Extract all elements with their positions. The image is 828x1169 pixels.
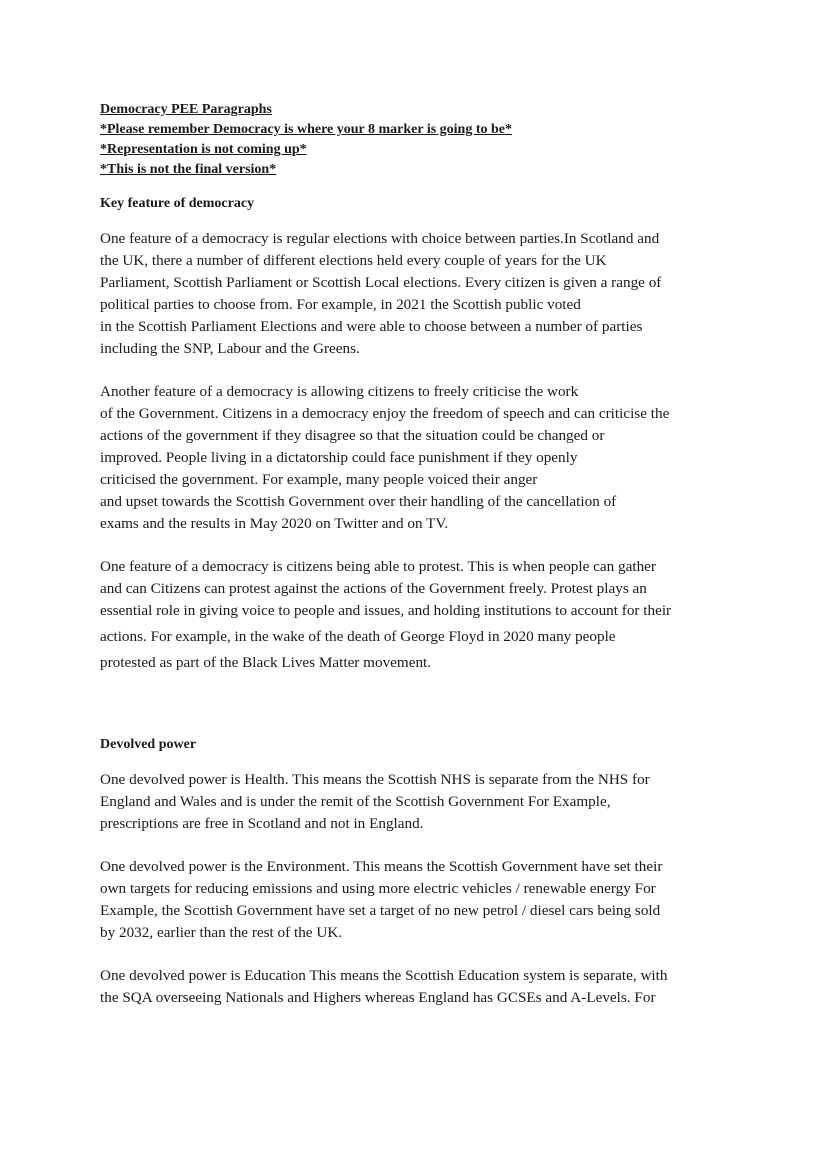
paragraph-line: actions of the government if they disagree so that the situation could be changed or [100, 427, 605, 444]
paragraph-criticise [100, 381, 740, 535]
paragraph-line: and can Citizens can protest against the actions of the Government freely. Protest plays an [100, 580, 647, 597]
paragraph-protest [100, 556, 740, 674]
paragraph-line: by 2032, earlier than the rest of the UK. [100, 924, 343, 941]
title-block [100, 100, 740, 180]
section-heading-devolved: Devolved power [100, 737, 197, 752]
paragraph-elections [100, 228, 740, 360]
paragraph-line: of the Government. Citizens in a democracy enjoy the freedom of speech and can criticise the [100, 405, 670, 422]
section-heading-key-feature: Key feature of democracy [100, 196, 255, 211]
paragraph-line: England and Wales and is under the remit of the Scottish Government For Example, [100, 793, 611, 810]
paragraph-line: in the Scottish Parliament Elections and were able to choose between a number of parties [100, 318, 643, 335]
paragraph-line: the UK, there a number of different elections held every couple of years for the UK [100, 252, 607, 269]
paragraph-line: One devolved power is the Environment. This means the Scottish Government have set their [100, 858, 663, 875]
note-line-3: *This is not the final version* [100, 162, 277, 177]
paragraph-line: One feature of a democracy is regular elections with choice between parties.In Scotland and [100, 230, 660, 247]
paragraph-line: One devolved power is Health. This means the Scottish NHS is separate from the NHS for [100, 771, 650, 788]
note-line-2: *Representation is not coming up* [100, 142, 307, 157]
paragraph-line: exams and the results in May 2020 on Twitter and on TV. [100, 515, 449, 532]
paragraph-line: improved. People living in a dictatorship could face punishment if they openly [100, 449, 578, 466]
paragraph-line: the SQA overseeing Nationals and Highers whereas England has GCSEs and A-Levels. For [100, 989, 656, 1006]
paragraph-line: political parties to choose from. For example, in 2021 the Scottish public voted [100, 296, 581, 313]
paragraph-line: Example, the Scottish Government have set a target of no new petrol / diesel cars being sold [100, 902, 661, 919]
paragraph-line: criticised the government. For example, many people voiced their anger [100, 471, 538, 488]
paragraph-education [100, 965, 740, 1009]
note-line-1: *Please remember Democracy is where your 8 marker is going to be* [100, 122, 513, 137]
document-page [100, 100, 740, 1030]
paragraph-line: Another feature of a democracy is allowing citizens to freely criticise the work [100, 383, 579, 400]
paragraph-line: own targets for reducing emissions and using more electric vehicles / renewable energy For [100, 880, 656, 897]
section-spacer [100, 695, 740, 735]
paragraph-line: One devolved power is Education This means the Scottish Education system is separate, with [100, 967, 668, 984]
paragraph-health [100, 769, 740, 835]
paragraph-line: protested as part of the Black Lives Matter movement. [100, 654, 432, 671]
document-title: Democracy PEE Paragraphs [100, 102, 272, 117]
paragraph-line: prescriptions are free in Scotland and not in England. [100, 815, 424, 832]
paragraph-line: essential role in giving voice to people and issues, and holding institutions to account for their [100, 602, 672, 619]
paragraph-line: including the SNP, Labour and the Greens. [100, 340, 360, 357]
paragraph-line: Parliament, Scottish Parliament or Scottish Local elections. Every citizen is given a range of [100, 274, 662, 291]
paragraph-line: actions. For example, in the wake of the death of George Floyd in 2020 many people [100, 628, 616, 645]
paragraph-line: and upset towards the Scottish Government over their handling of the cancellation of [100, 493, 617, 510]
paragraph-line: One feature of a democracy is citizens being able to protest. This is when people can gather [100, 558, 656, 575]
paragraph-environment [100, 856, 740, 944]
